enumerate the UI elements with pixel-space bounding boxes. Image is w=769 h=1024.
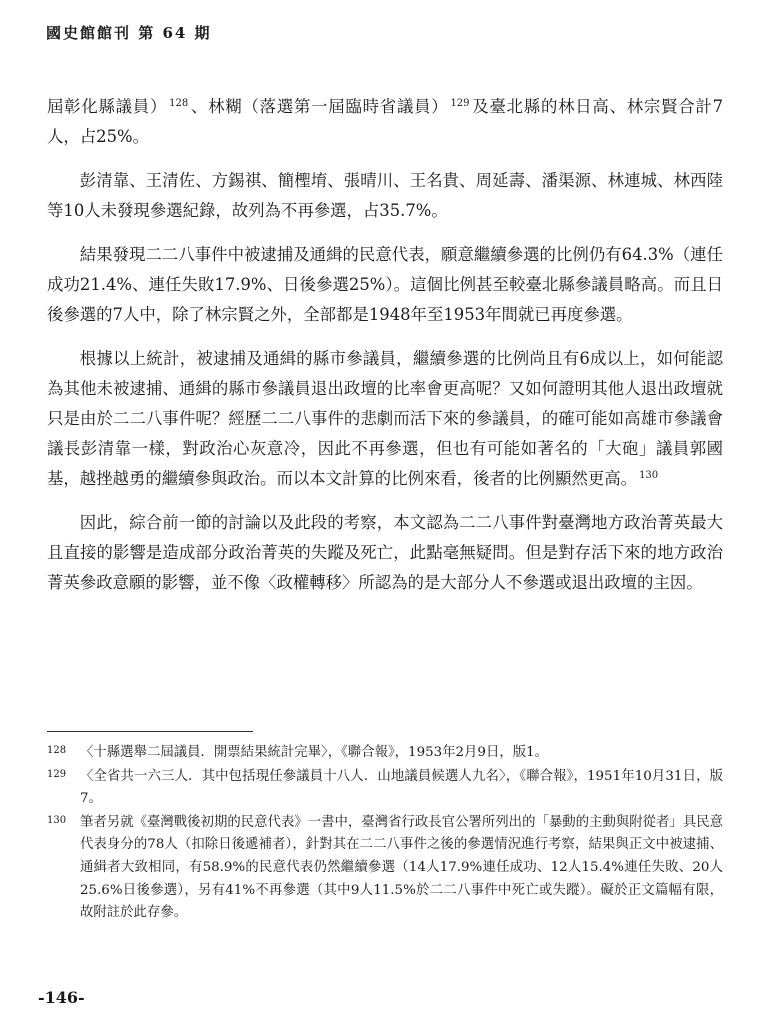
footnote-ref-130[interactable]: 130 <box>639 469 659 481</box>
footnotes <box>47 742 723 926</box>
footnote-text: 〈十縣選舉二屆議員．開票結果統計完畢〉，《聯合報》，1953年2月9日，版1。 <box>80 745 549 760</box>
footnote-number: 129 <box>47 768 67 780</box>
running-head: 國史館館刊 第 64 期 <box>46 24 212 42</box>
footnote-text: 〈全省共一六三人．其中包括現任參議員十八人．山地議員候選人九名〉，《聯合報》，1951年10月31日，版7。 <box>80 768 723 807</box>
body-text <box>47 92 723 612</box>
paragraph-1-text-a: 屆彰化縣議員） <box>47 97 168 116</box>
footnote-number: 130 <box>47 814 67 826</box>
footnote-ref-128[interactable]: 128 <box>169 97 189 109</box>
paragraph-3: 結果發現二二八事件中被逮捕及通緝的民意代表，願意繼續參選的比例仍有64.3%（連任成功21.4%、連任失敗17.9%、日後參選25%）。這個比例甚至較臺北縣參議員略高。而且日後參選的7人中，除了林宗賢之外，全部都是1948年至1953年間就已再度參選。 <box>47 245 723 324</box>
paragraph-4-text: 根據以上統計，被逮捕及通緝的縣市參議員，繼續參選的比例尚且有6成以上，如何能認為其他未被逮捕、通緝的縣市參議員退出政壇的比率會更高呢？又如何證明其他人退出政壇就只是由於二二八事件呢？經歷二二八事件的悲劇而活下來的參議員，的確可能如高雄市參議會議長彭清靠一樣，對政治心灰意冷，因此不再參選，但也有可能如著名的「大砲」議員郭國基，越挫越勇的繼續參與政治。而以本文計算的比例來看，後者的比例顯然更高。 <box>47 349 723 488</box>
paragraph-1 <box>47 92 723 152</box>
paragraph-2: 彭清靠、王清佐、方錫祺、簡檉堉、張晴川、王名貴、周延壽、潘渠源、林連城、林西陸等10人未發現參選紀錄，故列為不再參選，占35.7%。 <box>47 171 723 220</box>
paragraph-1-text-c: 及臺北縣的林日高、林宗賢合計7人，占25%。 <box>47 97 723 146</box>
footnote-129 <box>47 766 723 811</box>
footnote-128 <box>47 742 723 765</box>
footnote-number: 128 <box>47 745 67 756</box>
footnote-text: 筆者另就《臺灣戰後初期的民意代表》一書中，臺灣省行政長官公署所列出的「暴動的主動與附從者」具民意代表身分的78人（扣除日後遞補者），針對其在二二八事件之後的參選情況進行考察，結果與正文中被逮捕、通緝者大致相同，有58.9%的民意代表仍然繼續參選（14人17.9%連任成功、12人15.4%連任失敗、20人25.6%日後參選），另有41%不再參選（其中9人11.5%於二二八事件中死亡或失蹤）。礙於正文篇幅有限，故附註於此存參。 <box>80 814 723 921</box>
page-number: -146- <box>38 988 85 1007</box>
paragraph-5: 因此，綜合前一節的討論以及此段的考察，本文認為二二八事件對臺灣地方政治菁英最大且直接的影響是造成部分政治菁英的失蹤及死亡，此點毫無疑問。但是對存活下來的地方政治菁英參政意願的影響，並不像〈政權轉移〉所認為的是大部分人不參選或退出政壇的主因。 <box>47 513 723 592</box>
footnote-divider <box>47 731 253 732</box>
footnote-ref-129[interactable]: 129 <box>450 97 470 109</box>
paragraph-1-text-b: 、林糊（落選第一屆臨時省議員） <box>190 97 449 116</box>
paragraph-4 <box>47 344 723 494</box>
footnote-130 <box>47 812 723 925</box>
